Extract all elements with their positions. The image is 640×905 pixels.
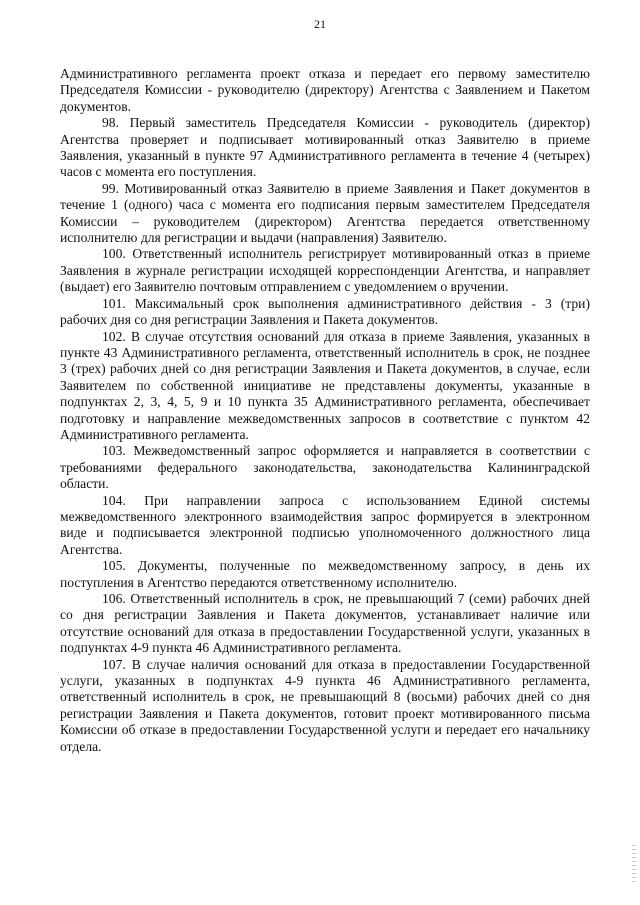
scan-edge-marks bbox=[632, 845, 636, 885]
paragraph-101: 101. Максимальный срок выполнения административного действия - 3 (три) рабочих дня со дня регистрации Заявления и Пакета документов. bbox=[60, 295, 590, 328]
paragraph-102: 102. В случае отсутствия оснований для отказа в приеме Заявления, указанных в пункте 43 Административного регламента, ответственный исполнитель в срок, не позднее 3 (трех) рабочих дней со дня регистрации Заявления и Пакета документов, в случае, если Заявителем по собственной инициативе не представлены документы, указанные в подпунктах 2, 3, 4, 5, 9 и 10 пункта 35 Административного регламента, обеспечивает подготовку и направление межведомственных запросов в соответствие с пунктом 42 Административного регламента. bbox=[60, 328, 590, 442]
paragraph-continuation: Административного регламента проект отказа и передает его первому заместителю Председателя Комиссии - руководителю (директору) Агентства с Заявлением и Пакетом документов. bbox=[60, 66, 590, 114]
paragraph-105: 105. Документы, полученные по межведомственному запросу, в день их поступления в Агентство передаются ответственному исполнителю. bbox=[60, 558, 590, 590]
page-number: 21 bbox=[314, 17, 326, 31]
paragraph-100: 100. Ответственный исполнитель регистрирует мотивированный отказ в приеме Заявления в журнале регистрации исходящей корреспонденции Агентства, и направляет (выдает) его Заявителю почтовым отправлением с уведомлением о вручении. bbox=[60, 246, 590, 295]
paragraph-98: 98. Первый заместитель Председателя Комиссии - руководитель (директор) Агентства проверяет и подписывает мотивированный отказ Заявителю в приеме Заявления, указанный в пункте 97 Административного регламента в течение 4 (четырех) часов с момента его поступления. bbox=[60, 115, 590, 180]
paragraph-104: 104. При направлении запроса с использованием Единой системы межведомственного электронного взаимодействия запрос формируется в электронном виде и подписывается электронной подписью уполномоченного должностного лица Агентства. bbox=[60, 492, 590, 557]
paragraph-107: 107. В случае наличия оснований для отказа в предоставлении Государственной услуги, указанных в подпунктах 4-9 пункта 46 Административного регламента, ответственный исполнитель в срок, не превышающий 8 (восьми) рабочих дней со дня регистрации Заявления и Пакета документов, готовит проект мотивированного письма Комиссии об отказе в предоставлении Государственной услуги и передает его начальнику отдела. bbox=[60, 656, 590, 754]
document-body bbox=[60, 66, 590, 755]
paragraph-106: 106. Ответственный исполнитель в срок, не превышающий 7 (семи) рабочих дней со дня регистрации Заявления и Пакета документов, устанавливает наличие или отсутствие оснований для отказа в предоставлении Государственной услуги, указанных в подпунктах 4-9 пункта 46 Административного регламента. bbox=[60, 591, 590, 656]
paragraph-103: 103. Межведомственный запрос оформляется и направляется в соответствии с требованиями федерального законодательства, законодательства Калининградской области. bbox=[60, 443, 590, 492]
paragraph-99: 99. Мотивированный отказ Заявителю в приеме Заявления и Пакет документов в течение 1 (одного) часа с момента его подписания первым заместителем Председателя Комиссии – руководителем (директором) Агентства передается ответственному исполнителю для регистрации и выдачи (направления) Заявителю. bbox=[60, 180, 590, 246]
